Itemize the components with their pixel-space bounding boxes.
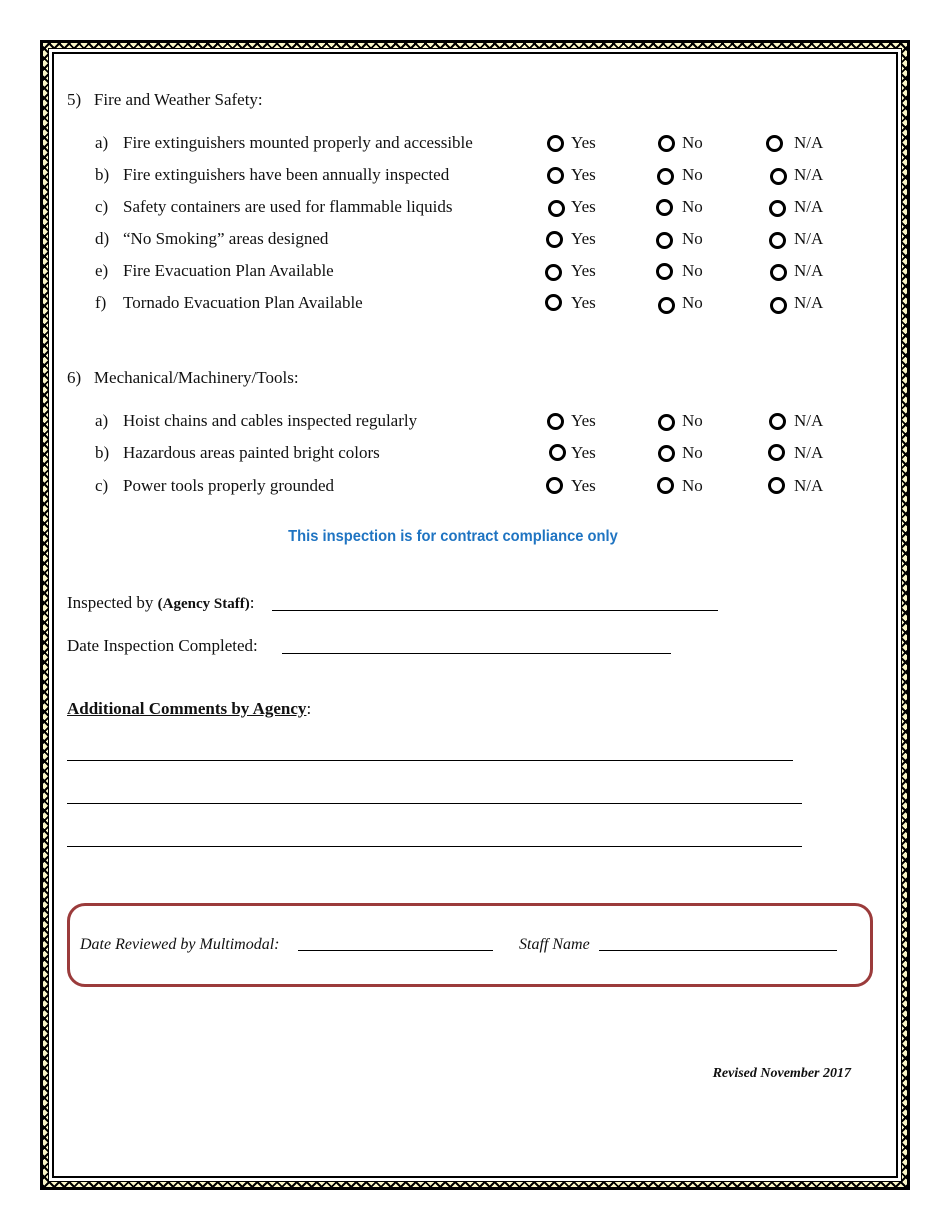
- radio-5f-na-label: N/A: [794, 293, 824, 312]
- item-5a-text: Fire extinguishers mounted properly and accessible: [123, 133, 473, 152]
- radio-5f-na[interactable]: [770, 297, 787, 314]
- compliance-notice: This inspection is for contract compliance only: [288, 528, 618, 545]
- inspected-by-text: Inspected by: [67, 593, 158, 612]
- date-reviewed-label: Date Reviewed by Multimodal:: [80, 936, 280, 953]
- radio-5a-na[interactable]: [766, 135, 783, 152]
- radio-5c-yes-label: Yes: [571, 197, 596, 216]
- radio-5a-no-label: No: [682, 133, 703, 152]
- radio-6a-na-label: N/A: [794, 411, 824, 430]
- comment-line-1[interactable]: [67, 760, 793, 761]
- radio-5d-na[interactable]: [769, 232, 786, 249]
- radio-6b-no[interactable]: [658, 445, 675, 462]
- radio-6c-yes-label: Yes: [571, 476, 596, 495]
- radio-6c-no-label: No: [682, 476, 703, 495]
- radio-6c-na-label: N/A: [794, 476, 824, 495]
- section-6-title: 6) Mechanical/Machinery/Tools:: [67, 368, 299, 387]
- inspected-by-field[interactable]: [272, 610, 718, 611]
- comments-heading-colon: :: [306, 699, 312, 718]
- item-5e-text: Fire Evacuation Plan Available: [123, 261, 334, 280]
- radio-5b-na-label: N/A: [794, 165, 824, 184]
- radio-6b-na[interactable]: [768, 444, 785, 461]
- date-completed-field[interactable]: [282, 653, 671, 654]
- radio-5c-no-label: No: [682, 197, 703, 216]
- radio-6c-no[interactable]: [657, 477, 674, 494]
- radio-5f-yes-label: Yes: [571, 293, 596, 312]
- radio-6b-yes[interactable]: [549, 444, 566, 461]
- item-5d-letter: d): [95, 229, 110, 248]
- radio-6b-yes-label: Yes: [571, 443, 596, 462]
- radio-6c-yes[interactable]: [546, 477, 563, 494]
- radio-5a-na-label: N/A: [794, 133, 824, 152]
- radio-5e-yes[interactable]: [545, 264, 562, 281]
- radio-6a-no-label: No: [682, 411, 703, 430]
- agency-staff-note: (Agency Staff): [157, 596, 250, 612]
- item-5c-letter: c): [95, 197, 109, 216]
- page-frame: [52, 52, 898, 1178]
- radio-5b-na[interactable]: [770, 168, 787, 185]
- item-5a-letter: a): [95, 133, 109, 152]
- date-completed-label: Date Inspection Completed:: [67, 636, 258, 655]
- radio-5e-no[interactable]: [656, 263, 673, 280]
- radio-5b-no[interactable]: [657, 168, 674, 185]
- radio-5f-yes[interactable]: [545, 294, 562, 311]
- radio-5e-no-label: No: [682, 261, 703, 280]
- item-5b-text: Fire extinguishers have been annually inspected: [123, 165, 450, 184]
- radio-6b-no-label: No: [682, 443, 703, 462]
- radio-6b-na-label: N/A: [794, 443, 824, 462]
- radio-5b-yes[interactable]: [547, 167, 564, 184]
- radio-5f-no-label: No: [682, 293, 703, 312]
- radio-5c-yes[interactable]: [548, 200, 565, 217]
- item-6b-text: Hazardous areas painted bright colors: [123, 443, 380, 462]
- radio-5c-no[interactable]: [656, 199, 673, 216]
- radio-5f-no[interactable]: [658, 297, 675, 314]
- item-5c-text: Safety containers are used for flammable liquids: [123, 197, 453, 216]
- radio-6a-no[interactable]: [658, 414, 675, 431]
- radio-5e-na-label: N/A: [794, 261, 824, 280]
- item-6b-letter: b): [95, 443, 110, 462]
- radio-5e-yes-label: Yes: [571, 261, 596, 280]
- item-6c-text: Power tools properly grounded: [123, 476, 335, 495]
- comments-heading: [67, 699, 311, 719]
- item-5e-letter: e): [95, 261, 109, 280]
- radio-6c-na[interactable]: [768, 477, 785, 494]
- radio-5a-yes[interactable]: [547, 135, 564, 152]
- radio-5e-na[interactable]: [770, 264, 787, 281]
- comment-line-3[interactable]: [67, 846, 802, 847]
- item-6c-letter: c): [95, 476, 109, 495]
- inspected-by-colon: :: [249, 593, 255, 612]
- radio-5d-yes-label: Yes: [571, 229, 596, 248]
- item-6a-text: Hoist chains and cables inspected regularly: [123, 411, 418, 430]
- radio-5d-no-label: No: [682, 229, 703, 248]
- item-5b-letter: b): [95, 165, 110, 184]
- item-5f-letter: f): [95, 293, 107, 312]
- radio-5a-no[interactable]: [658, 135, 675, 152]
- item-6a-letter: a): [95, 411, 109, 430]
- radio-5c-na-label: N/A: [794, 197, 824, 216]
- radio-6a-yes-label: Yes: [571, 411, 596, 430]
- inspected-by-label: [67, 593, 254, 614]
- section-5-title: 5) Fire and Weather Safety:: [67, 90, 263, 109]
- radio-6a-na[interactable]: [769, 413, 786, 430]
- item-5d-text: “No Smoking” areas designed: [123, 229, 329, 248]
- radio-6a-yes[interactable]: [547, 413, 564, 430]
- comment-line-2[interactable]: [67, 803, 802, 804]
- comments-heading-text: Additional Comments by Agency: [67, 699, 307, 718]
- radio-5d-no[interactable]: [656, 232, 673, 249]
- radio-5a-yes-label: Yes: [571, 133, 596, 152]
- radio-5d-yes[interactable]: [546, 231, 563, 248]
- item-5f-text: Tornado Evacuation Plan Available: [123, 293, 363, 312]
- radio-5b-no-label: No: [682, 165, 703, 184]
- date-reviewed-field[interactable]: [298, 950, 493, 951]
- radio-5b-yes-label: Yes: [571, 165, 596, 184]
- revision-date: Revised November 2017: [712, 1066, 851, 1081]
- radio-5d-na-label: N/A: [794, 229, 824, 248]
- radio-5c-na[interactable]: [769, 200, 786, 217]
- staff-name-label: Staff Name: [519, 936, 590, 953]
- staff-name-field[interactable]: [599, 950, 837, 951]
